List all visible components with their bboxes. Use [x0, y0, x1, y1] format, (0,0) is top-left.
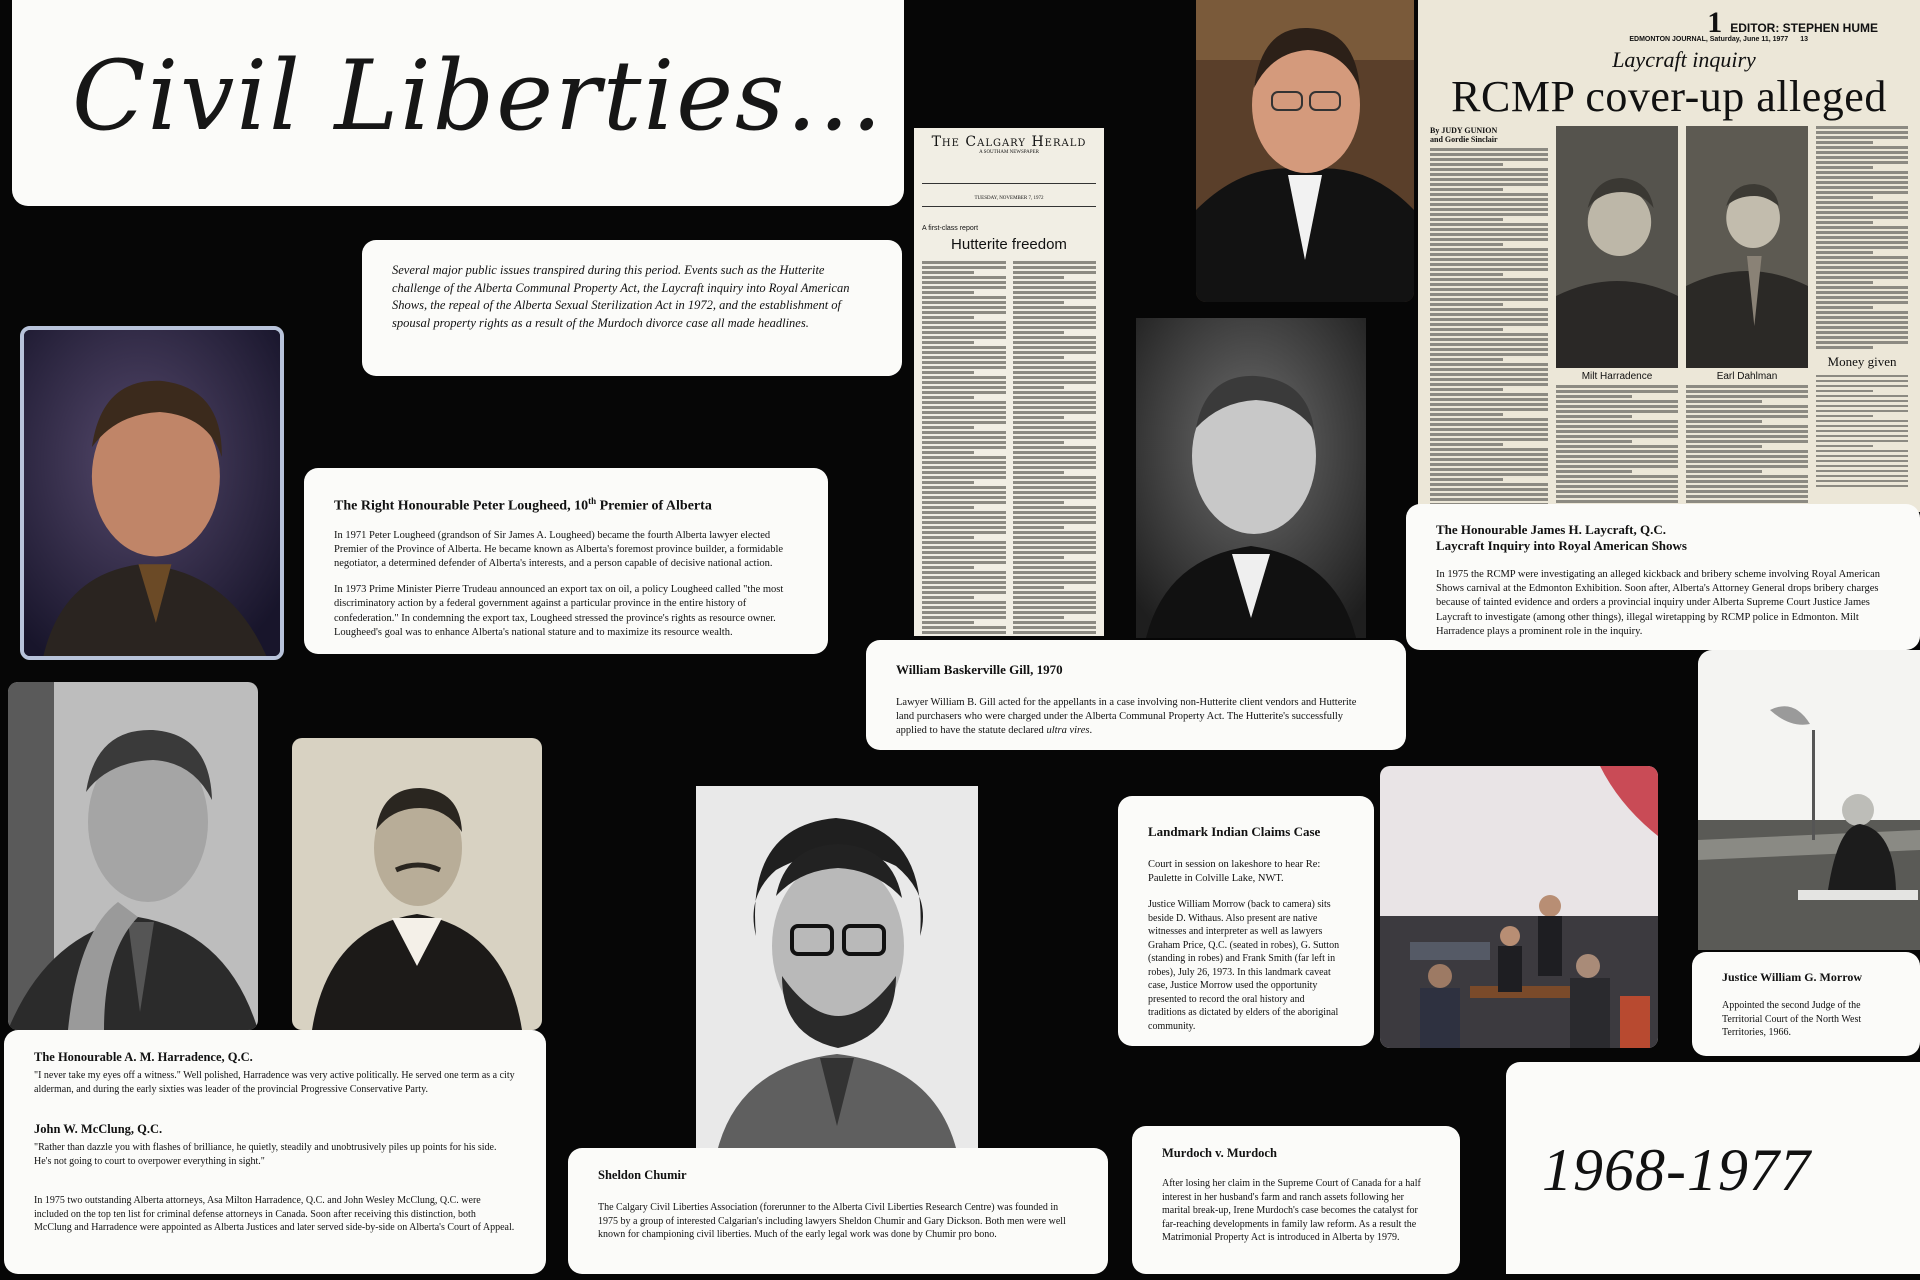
chumir-photo	[696, 786, 978, 1156]
journal-column-4	[1816, 126, 1908, 349]
journal-dateline: EDMONTON JOURNAL, Saturday, June 11, 1977	[1629, 36, 1789, 43]
years-card	[1506, 1062, 1920, 1274]
journal-page-number: 1	[1707, 6, 1723, 39]
murdoch-body: After losing her claim in the Supreme Court of Canada for a half interest in her husband's farm and ranch assets following her marital break-up, Irene Murdoch's case becomes the catalyst for far-reaching developments in family law reform. As a result the Matrimonial Property Act is introduced in Alberta by 1979.	[1162, 1178, 1421, 1243]
claims-card	[1118, 796, 1374, 1046]
journal-kicker: Laycraft inquiry	[1612, 47, 1756, 72]
intro-text: Several major public issues transpired during this period. Events such as the Hutterite challenge of the Alberta Communal Property Act, the Laycraft inquiry into Royal American Shows, the repeal of the Alberta Sexual Sterilization Act in 1972, and the establishment of spousal property rights as a result of the Murdoch divorce case all made headlines.	[392, 263, 850, 330]
journal-editor: EDITOR: STEPHEN HUME	[1730, 21, 1878, 35]
murdoch-title: Murdoch v. Murdoch	[1162, 1146, 1277, 1160]
mcclung-title: John W. McClung, Q.C.	[34, 1122, 163, 1136]
herald-date: TUESDAY, NOVEMBER 7, 1972	[974, 196, 1044, 201]
gill-body: Lawyer William B. Gill acted for the appellants in a case involving non-Hutterite client vendors and Hutterite land purchasers who were charged under the Alberta Communal Property Act. The Hutterite's successfully applied to have the statute declared ultra vires.	[896, 697, 1357, 737]
chumir-body: The Calgary Civil Liberties Association (forerunner to the Alberta Civil Liberties Research Centre) was founded in 1975 by a group of interested Calgarian's including lawyers Sheldon Chumir and Gary Dickson. Both men were well known for championing civil liberties. Much of the early legal work was done by Chumir pro bono.	[598, 1202, 1066, 1240]
earl-dahlman-news-photo	[1686, 126, 1808, 368]
laycraft-body: In 1975 the RCMP were investigating an alleged kickback and bribery scheme involving Royal American Shows carnival at the Edmonton Exhibition. Soon after, Alberta's Attorney General drops bribery charges because of tainted evidence and orders a provincial inquiry under Alberta Supreme Court Justice James Laycraft to investigate (among other things), illegal wiretapping by RCMP police in Edmonton. Milt Harradence plays a prominent role in the inquiry.	[1436, 569, 1880, 637]
poster-title: Civil Liberties...	[72, 40, 884, 152]
lougheed-photo	[20, 326, 284, 660]
herald-tagline: A SOUTHAM NEWSPAPER	[979, 150, 1039, 155]
edmonton-journal-clipping	[1418, 0, 1920, 512]
calgary-herald-clipping	[914, 128, 1104, 636]
herald-body-text	[922, 261, 1096, 636]
harradence-photo	[8, 682, 258, 1030]
journal-headline: RCMP cover-up alleged	[1451, 72, 1887, 121]
journal-byline-2: and Gordie Sinclair	[1430, 135, 1498, 144]
years-range: 1968-1977	[1542, 1137, 1811, 1203]
journal-page: 13	[1800, 36, 1808, 43]
mcclung-photo	[292, 738, 542, 1030]
herald-headline: Hutterite freedom	[951, 236, 1067, 253]
journal-caption-2: Earl Dahlman	[1716, 371, 1778, 382]
harradence-mcclung-card	[4, 1030, 546, 1274]
morrow-title: Justice William G. Morrow	[1722, 970, 1862, 984]
harradence-mcclung-body: In 1975 two outstanding Alberta attorneys, Asa Milton Harradence, Q.C. and John Wesley McClung, Q.C. were included on the top ten list for criminal defense attorneys in Canada. Soon after receiving this distinction, both McClung and Harradence were appointed as Alberta Justices and later served side-by-side on Alberta's Court of Appeal.	[34, 1195, 515, 1233]
chumir-card	[568, 1148, 1108, 1274]
morrow-body: Appointed the second Judge of the Territorial Court of the North West Territories, 1966.	[1722, 1000, 1862, 1038]
intro-card	[362, 240, 902, 376]
journal-byline-1: By JUDY GUNION	[1430, 126, 1498, 135]
title-banner	[12, 0, 904, 206]
journal-column-1	[1430, 148, 1548, 512]
chumir-title: Sheldon Chumir	[598, 1168, 687, 1182]
mcclung-body: "Rather than dazzle you with flashes of brilliance, he quietly, steadily and unobtrusively piles up points for his side. He's not going to court to overpower everything in sight."	[34, 1142, 497, 1167]
journal-subhead: Money given	[1827, 353, 1897, 369]
laycraft-card	[1406, 504, 1920, 650]
laycraft-subtitle: Laycraft Inquiry into Royal American Shows	[1436, 538, 1687, 553]
laycraft-title: The Honourable James H. Laycraft, Q.C.	[1436, 522, 1667, 537]
milt-harradence-news-photo	[1556, 126, 1678, 368]
gill-photo	[1136, 318, 1366, 638]
claims-title: Landmark Indian Claims Case	[1148, 824, 1321, 839]
morrow-photo	[1698, 650, 1920, 950]
harradence-body: "I never take my eyes off a witness." Well polished, Harradence was very active politically. He served one term as a city alderman, and during the early sixties was leader of the provincial Progressive Conservative Party.	[34, 1070, 515, 1095]
gill-title: William Baskerville Gill, 1970	[896, 662, 1063, 677]
harradence-title: The Honourable A. M. Harradence, Q.C.	[34, 1050, 253, 1064]
morrow-card	[1692, 952, 1920, 1056]
herald-kicker: A first-class report	[922, 225, 979, 232]
journal-caption-1: Milt Harradence	[1581, 371, 1653, 382]
herald-masthead: The Calgary Herald	[931, 134, 1087, 150]
lakeshore-court-photo	[1380, 766, 1658, 1048]
gill-card	[866, 640, 1406, 750]
laycraft-photo	[1196, 0, 1414, 302]
lougheed-title: The Right Honourable Peter Lougheed, 10th Premier of Alberta	[334, 496, 712, 514]
claims-body: Justice William Morrow (back to camera) sits beside D. Withaus. Also present are native witnesses and interpreter as well as lawyers Graham Price, Q.C. (seated in robes), G. Sutton (standing in robes) and Frank Smith (far left in robes), July 26, 1973. In this landmark caveat case, Justice Morrow used the opportunity presented to record the oral history and traditions as dictated by elders of the aboriginal community.	[1148, 899, 1340, 1032]
lougheed-card	[304, 468, 828, 654]
claims-intro: Court in session on lakeshore to hear Re: Paulette in Colville Lake, NWT.	[1148, 859, 1321, 885]
murdoch-card	[1132, 1126, 1460, 1274]
lougheed-paragraph-1: In 1971 Peter Lougheed (grandson of Sir James A. Lougheed) became the fourth Alberta lawyer elected Premier of the Province of Alberta. He became known as Alberta's foremost province builder, a formidable negotiator, a determined defender of Alberta's interests, and a person capable of decisive national action.	[334, 529, 784, 569]
lougheed-paragraph-2: In 1973 Prime Minister Pierre Trudeau announced an export tax on oil, a policy Lougheed called "the most discriminatory action by a federal government against a particular province in the entire history of confederation." In condemning the export tax, Lougheed stressed the province's rights as resource owner. Lougheed's goal was to enhance Alberta's national stature and to maximize its resource wealth.	[334, 584, 784, 638]
